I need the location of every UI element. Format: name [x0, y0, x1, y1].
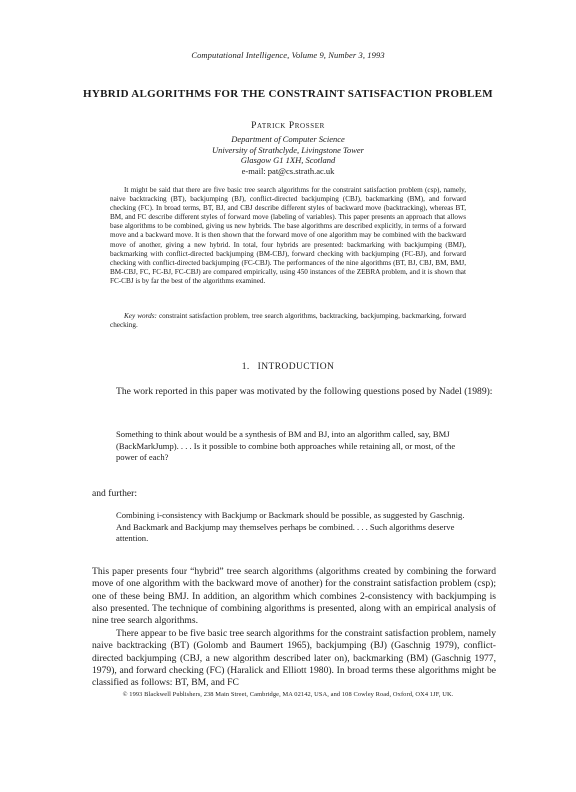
- abstract: [110, 186, 466, 286]
- affiliation-university: University of Strathclyde, Livingstone Tower: [212, 144, 364, 155]
- paper-title: HYBRID ALGORITHMS FOR THE CONSTRAINT SATISFACTION PROBLEM: [83, 88, 493, 100]
- and-further-text: and further:: [92, 488, 138, 499]
- abstract-text: It might be said that there are five basic tree search algorithms for the constraint satisfaction problem (csp), namely, naive backtracking (BT), backjumping (BJ), conflict-directed backjumping (CBJ), backmarking (BM), and forward checking (FC). In broad terms, BT, BJ, and CBJ describe different styles of backward move (backtracking), whereas BT, BM, and FC describe different styles of forward move (labeling of variables). This paper presents an approach that allows base algorithms to be combined, giving us new hybrids. The base algorithms are described explicitly, in terms of a forward move and a backward move. It is then shown that the forward move of one algorithm may be combined with the backward move of another, giving a new hybrid. In total, four hybrids are presented: backmarking with backjumping (BMJ), backmarking with conflict-directed backjumping (BM-CBJ), forward checking with backjumping (FC-BJ), and forward checking with conflict-directed backjumping (FC-CBJ). The performances of the nine algorithms (BT, BJ, CBJ, BM, BMJ, BM-CBJ, FC, FC-BJ, FC-CBJ) are compared empirically, using 450 instances of the ZEBRA problem, and it is shown that FC-CBJ is by far the best of the algorithms examined.: [110, 186, 466, 285]
- intro-paragraph-3: There appear to be five basic tree search algorithms for the constraint satisfaction problem, namely naive backtracking (BT) (Golomb and Baumert 1965), backjumping (BJ) (Gaschnig 1979), conflict-directed backjumping (CBJ, a new algorithm described later on), backmarking (BM) (Gaschnig 1977, 1979), and forward checking (FC) (Haralick and Elliott 1980). In broad terms these algorithms might be classified as follows: BT, BM, and FC: [92, 628, 496, 689]
- section-number: 1.: [241, 362, 250, 372]
- affiliation-department: Department of Computer Science: [231, 134, 345, 144]
- author-email: e-mail: pat@cs.strath.ac.uk: [241, 165, 335, 176]
- keywords-label: Key words:: [124, 312, 157, 320]
- block-quote-2: Combining i-consistency with Backjump or Backmark should be possible, as suggested by Gaschnig. And Backmark and Backjump may themselves perhaps be combined. . . . Such algorithms deserve attention.: [116, 510, 465, 544]
- keywords-text: constraint satisfaction problem, tree search algorithms, backtracking, backjumping, backmarking, forward checking.: [110, 312, 466, 330]
- journal-header: Computational Intelligence, Volume 9, Number 3, 1993: [191, 50, 385, 60]
- copyright-footer: © 1993 Blackwell Publishers, 238 Main Street, Cambridge, MA 02142, USA, and 108 Cowley Road, Oxford, OX4 1JF, UK.: [122, 691, 454, 698]
- section-title: INTRODUCTION: [257, 362, 335, 372]
- section-heading: [0, 362, 576, 372]
- intro-paragraph-1: The work reported in this paper was motivated by the following questions posed by Nadel (1989):: [116, 386, 493, 397]
- author-affiliation: [0, 134, 576, 176]
- affiliation-address: Glasgow G1 1XH, Scotland: [240, 155, 336, 165]
- intro-paragraph-2: This paper presents four “hybrid” tree search algorithms (algorithms created by combining the forward move of one algorithm with the backward move of another) for the constraint satisfaction problem (csp); one of these being BMJ. In addition, an algorithm which combines 2-consistency with backjumping is also presented. The technique of combining algorithms is presented, along with an empirical analysis of nine tree search algorithms.: [92, 566, 496, 627]
- author-name: Patrick Prosser: [251, 121, 325, 131]
- block-quote-1: Something to think about would be a synthesis of BM and BJ, into an algorithm called, say, BMJ (BackMarkJump). . . . Is it possible to combine both approaches while retaining all, or most, of the power of each?: [116, 429, 456, 463]
- keywords: [110, 312, 466, 330]
